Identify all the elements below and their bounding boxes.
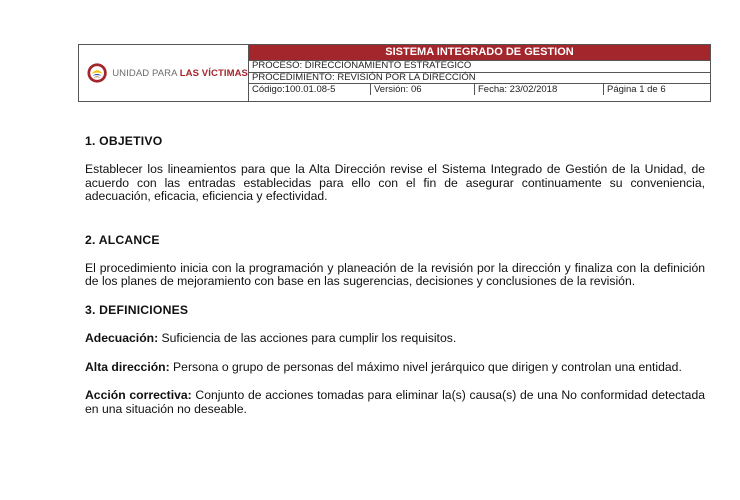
definition-text: Persona o grupo de personas del máximo nivel jerárquico que dirigen y controlan una entidad. <box>169 359 682 374</box>
section-heading-alcance: 2. ALCANCE <box>85 232 160 247</box>
definition-item <box>85 361 705 375</box>
objetivo-paragraph: Establecer los lineamientos para que la Alta Dirección revise el Sistema Integrado de Gestión de la Unidad, de acuerdo con las entradas establecidas para ello con el fin de asegurar continuamente su conveniencia, adecuación, eficacia, eficiencia y efectividad. <box>85 162 705 204</box>
definition-term: Alta dirección: <box>85 359 170 374</box>
unidad-victimas-logo-icon <box>87 62 107 84</box>
document-code: Código:100.01.08-5 <box>249 84 371 95</box>
process-row: PROCESO: DIRECCIONAMIENTO ESTRATEGICO <box>249 61 710 73</box>
document-body <box>85 134 705 416</box>
definition-term: Adecuación: <box>85 330 159 345</box>
system-title: SISTEMA INTEGRADO DE GESTION <box>249 45 710 61</box>
definition-item <box>85 389 705 416</box>
alcance-paragraph: El procedimiento inicia con la programación y planeación de la revisión por la dirección y finaliza con la definición de los planes de mejoramiento con base en las sugerencias, decisiones y conclusiones de la revisión. <box>85 260 705 289</box>
logo-cell <box>79 45 249 101</box>
metadata-row <box>249 84 710 95</box>
procedure-row: PROCEDIMIENTO: REVISIÓN POR LA DIRECCIÓN <box>249 73 710 85</box>
definition-text: Conjunto de acciones tomadas para eliminar la(s) causa(s) de una No conformidad detectada en una situación no deseable. <box>85 388 705 416</box>
page-number: Página 1 de 6 <box>607 84 666 95</box>
document-header-table <box>78 44 711 102</box>
section-heading-objetivo: 1. OBJETIVO <box>85 134 163 148</box>
definition-term: Acción correctiva: <box>85 388 192 403</box>
section-heading-definiciones: 3. DEFINICIONES <box>85 302 189 317</box>
definition-text: Suficiencia de las acciones para cumplir los requisitos. <box>158 330 457 345</box>
header-info <box>249 45 710 101</box>
definition-item <box>85 332 705 346</box>
document-date: Fecha: 23/02/2018 <box>475 84 604 95</box>
document-version: Versión: 06 <box>371 84 475 95</box>
organization-name: UNIDAD PARA LAS VÍCTIMAS <box>112 67 248 79</box>
